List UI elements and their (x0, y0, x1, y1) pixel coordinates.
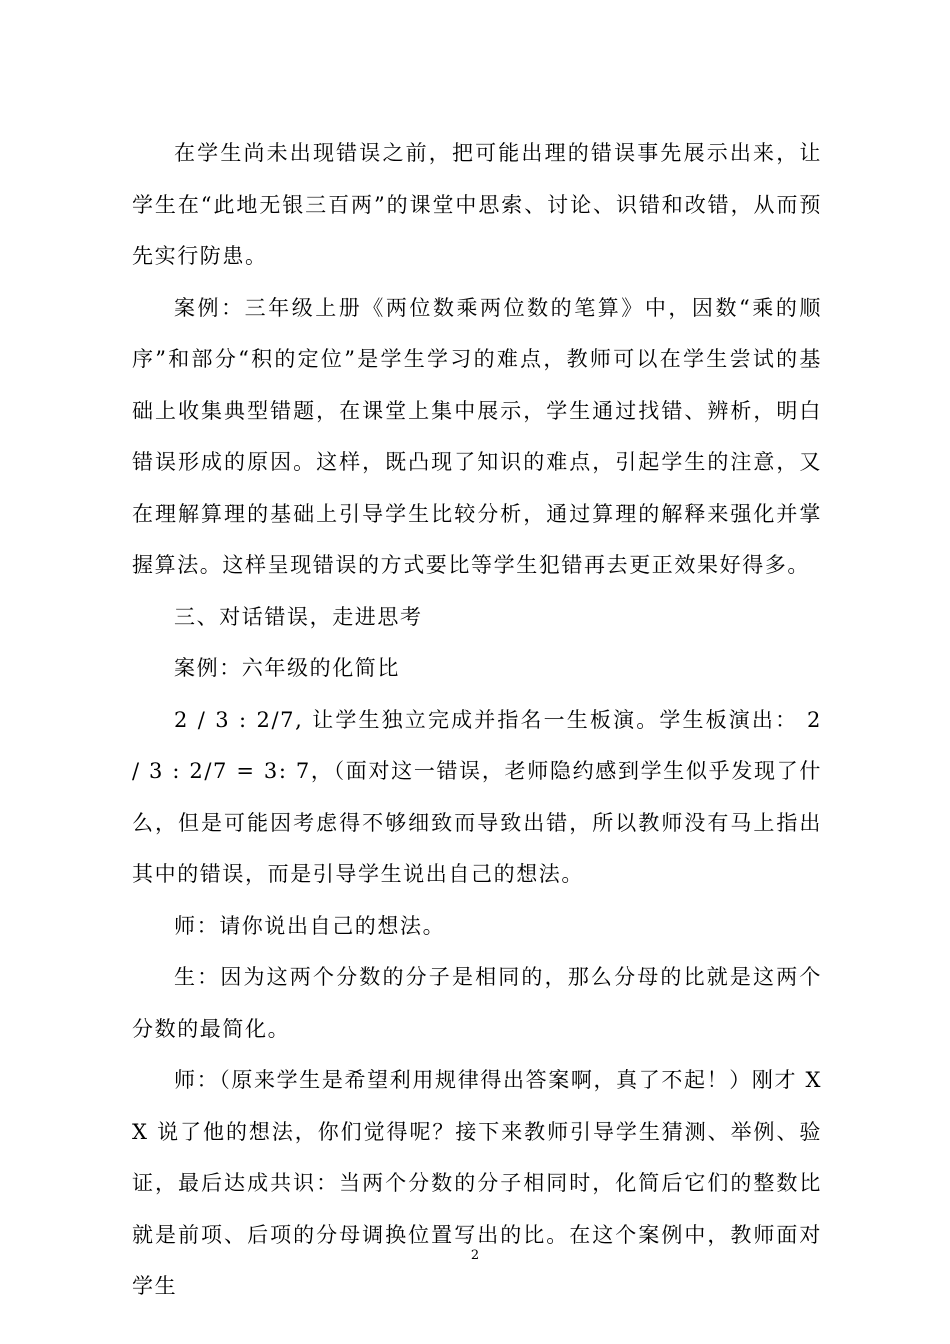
paragraph-case-multiplication: 案例：三年级上册《两位数乘两位数的笔算》中，因数“乘的顺序”和部分“积的定位”是学生学习的难点，教师可以在学生尝试的基础上收集典型错题，在课堂上集中展示，学生通过找错、辨析，明白错误形成的原因。这样，既凸现了知识的难点，引起学生的注意，又在理解算理的基础上引导学生比较分析，通过算理的解释来强化并掌握算法。这样呈现错误的方式要比等学生犯错再去更正效果好得多。 (132, 295, 822, 577)
paragraph-intro: 在学生尚未出现错误之前，把可能出理的错误事先展示出来，让学生在“此地无银三百两”的课堂中思索、讨论、识错和改错，从而预先实行防患。 (132, 141, 822, 268)
paragraph-student-answer: 生：因为这两个分数的分子是相同的，那么分母的比就是这两个分数的最简化。 (132, 965, 822, 1041)
section-heading-dialogue-errors: 三、对话错误，走进思考 (174, 604, 423, 629)
document-body (132, 128, 822, 1313)
paragraph-case-ratio-body: 2 / 3 : 2/7, 让学生独立完成并指名一生板演。学生板演出： 2 / 3 : 2/7 = 3: 7，（面对这一错误，老师隐约感到学生似乎发现了什么，但是可能因考虑得不够细致而导致出错，所以教师没有马上指出其中的错误，而是引导学生说出自己的想法。 (132, 707, 822, 886)
paragraph-case-ratio-title: 案例：六年级的化简比 (174, 656, 400, 680)
paragraph-teacher-prompt: 师：请你说出自己的想法。 (174, 913, 446, 938)
page-number: 2 (470, 1248, 480, 1263)
paragraph-teacher-summary: 师：（原来学生是希望利用规律得出答案啊，真了不起！）刚才 XX 说了他的想法，你们觉得呢？接下来教师引导学生猜测、举例、验证，最后达成共识：当两个分数的分子相同时，化简后它们的整数比就是前项、后项的分母调换位置写出的比。在这个案例中，教师面对学生 (132, 1068, 822, 1298)
